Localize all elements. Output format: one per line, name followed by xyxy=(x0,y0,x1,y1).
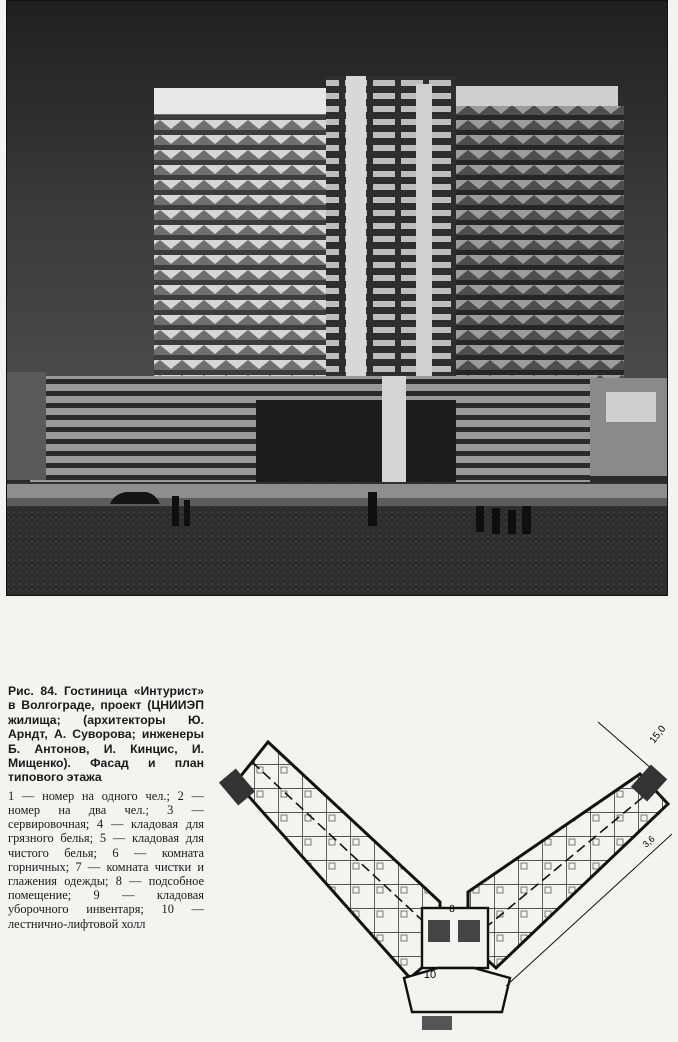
pedestrian xyxy=(508,510,516,534)
plan-stair xyxy=(422,1016,452,1030)
pedestrian xyxy=(368,492,377,526)
caption-legend: 1 — номер на одного чел.; 2 — номер на два чел.; 3 — сервировочная; 4 — кладовая для грязного белья; 5 — кладовая для чистого белья; 6 — комната горничных; 7 — комната чистки и глажения одежды; 8 — подсобное помещение; 9 — кладовая уборочного инвентаря; 10 — лестнично-лифтовой холл xyxy=(8,788,204,931)
plan-label-core: 8 xyxy=(449,904,455,915)
plan-dim-top: 15,0 xyxy=(647,723,669,746)
plan-dim-module: 3,6 xyxy=(640,833,657,850)
plan-label-hall: 10 xyxy=(423,969,437,981)
figure-caption xyxy=(8,684,204,931)
pedestrian xyxy=(184,500,190,526)
pedestrian xyxy=(492,508,500,534)
left-wing-facade xyxy=(154,114,330,376)
facade-photo xyxy=(6,0,668,596)
floor-plan xyxy=(206,716,672,1032)
central-tower xyxy=(326,76,456,396)
right-wing-facade xyxy=(454,106,624,390)
right-wing-roof xyxy=(452,86,618,106)
caption-heading: Рис. 84. Гостиница «Интурист» в Волгограде, проект (ЦНИИЭП жилища; (архитекторы Ю. Арндт, А. Суворова; инженеры Б. Антонов, И. Кинцис, И. Мищенко). Фасад и план типового этажа xyxy=(8,684,204,785)
left-wing-roof xyxy=(154,88,330,114)
plan-right-wing xyxy=(468,774,668,968)
pedestrian xyxy=(172,496,179,526)
plan-hall xyxy=(404,968,510,1012)
pedestrian xyxy=(476,506,484,532)
plan-left-wing xyxy=(236,742,440,978)
pedestrian xyxy=(522,506,531,534)
